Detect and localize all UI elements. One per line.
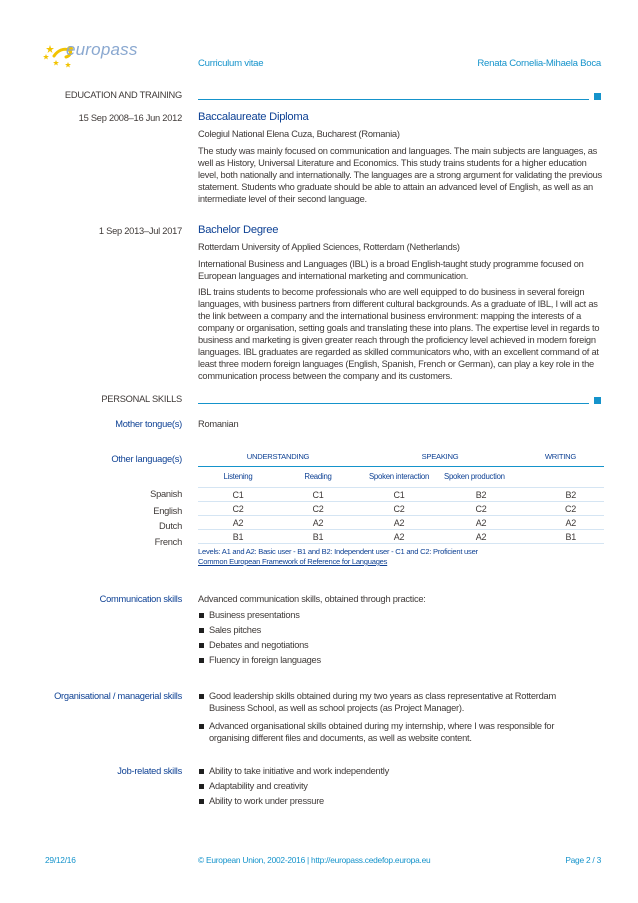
cv-title: Curriculum vitae: [198, 58, 264, 69]
level-cell: C2: [198, 502, 278, 516]
footer-copyright[interactable]: © European Union, 2002-2016 | http://europass.cedefop.europa.eu: [198, 855, 431, 865]
language-name: Dutch: [158, 521, 182, 531]
list-item: Business presentations: [198, 609, 608, 621]
level-cell: C2: [440, 502, 522, 516]
subheader-spoken-interaction: Spoken interaction: [368, 472, 430, 481]
list-item: Advanced organisational skills obtained during my internship, where I was responsible for organising different files and documents, as well as website content.: [198, 720, 568, 744]
entry-title: Bachelor Degree: [198, 224, 279, 236]
language-name: Spanish: [150, 489, 182, 499]
table-row: [198, 516, 604, 530]
level-cell: B1: [278, 530, 358, 544]
communication-intro: Advanced communication skills, obtained through practice:: [198, 594, 426, 604]
header-understanding: UNDERSTANDING: [198, 448, 358, 467]
list-item: Debates and negotiations: [198, 639, 608, 651]
cefr-link[interactable]: Common European Framework of Reference for Languages: [198, 557, 388, 566]
language-table: [198, 448, 604, 567]
list-item: Ability to work under pressure: [198, 795, 608, 807]
language-name: English: [153, 506, 182, 516]
table-row: [198, 488, 604, 502]
entry-institution: Rotterdam University of Applied Sciences, Rotterdam (Netherlands): [198, 242, 460, 252]
list-item: Ability to take initiative and work independently: [198, 765, 608, 777]
logo-wordmark: europass: [66, 40, 138, 59]
organisational-skills-label: Organisational / managerial skills: [54, 691, 182, 701]
section-marker-icon: [594, 93, 601, 100]
education-entry: [198, 110, 608, 205]
level-cell: C2: [522, 502, 604, 516]
level-cell: B2: [440, 488, 522, 502]
level-cell: B1: [522, 530, 604, 544]
table-row: [198, 502, 604, 516]
level-cell: C1: [358, 488, 440, 502]
communication-skills-label: Communication skills: [99, 594, 182, 604]
subheader-spoken-production: Spoken production: [444, 472, 505, 481]
list-item: Adaptability and creativity: [198, 780, 608, 792]
entry-dates: 15 Sep 2008–16 Jun 2012: [78, 113, 182, 123]
education-entry: [198, 223, 608, 382]
level-cell: C1: [278, 488, 358, 502]
job-related-list: [198, 765, 608, 807]
section-heading-education: EDUCATION AND TRAINING: [64, 90, 182, 100]
level-cell: C2: [278, 502, 358, 516]
entry-dates: 1 Sep 2013–Jul 2017: [98, 226, 182, 236]
level-cell: C1: [198, 488, 278, 502]
level-cell: A2: [358, 516, 440, 530]
level-cell: A2: [440, 516, 522, 530]
entry-institution: Colegiul National Elena Cuza, Bucharest (Romania): [198, 129, 400, 139]
footer-date: 29/12/16: [45, 855, 76, 865]
language-name: French: [154, 537, 182, 547]
levels-legend: Levels: A1 and A2: Basic user - B1 and B2: Independent user - C1 and C2: Proficient user: [198, 547, 478, 556]
level-cell: A2: [358, 530, 440, 544]
section-divider: [198, 403, 589, 404]
europass-logo: [42, 40, 182, 70]
mother-tongue-value: Romanian: [198, 419, 239, 429]
list-item: Good leadership skills obtained during my two years as class representative at Rotterdam Business School, as well as school projects (as Project Manager).: [198, 690, 568, 714]
subheader-reading: Reading: [304, 472, 332, 481]
level-cell: A2: [198, 516, 278, 530]
section-heading-personal-skills: PERSONAL SKILLS: [101, 394, 182, 404]
footer-page-number: Page 2 / 3: [565, 855, 601, 865]
person-name: Renata Cornelia-Mihaela Boca: [477, 58, 601, 69]
list-item: Fluency in foreign languages: [198, 654, 608, 666]
communication-skills: [198, 593, 608, 669]
section-marker-icon: [594, 397, 601, 404]
communication-list: [198, 609, 608, 666]
level-cell: A2: [522, 516, 604, 530]
list-item: Sales pitches: [198, 624, 608, 636]
level-cell: B1: [198, 530, 278, 544]
entry-description: The study was mainly focused on communication and languages. The main subjects are languages, as well as History, Universal Literature and Economics. This study trains students for a higher education level, both nationally and internationally. The languages are a strong argument for validating the previous statement. Students who graduate should be able to attain an advanced level of English, as well as an intermediate level of their second language.: [198, 146, 602, 204]
job-related-skills-label: Job-related skills: [117, 766, 182, 776]
section-divider: [198, 99, 589, 100]
entry-description-continued: IBL trains students to become professionals who are well equipped to do business in several foreign languages, with business partners from different cultural backgrounds. As a graduate of IBL, I will act as the link between a company and the international business environment: mapping the interests of a company or organisation, setting goals and translating these into plans. The expertise level in regards to business and marketing is given greater reach through the proficiency level achieved in modern foreign languages. IBL graduates are regarded as skilled communicators who, with an excellent command of at least three modern foreign languages (English, Spanish, French or German), can play a key role in the communication process between the company and its customers.: [198, 287, 600, 381]
subheader-listening: Listening: [223, 472, 253, 481]
level-cell: C2: [358, 502, 440, 516]
other-languages-label: Other language(s): [111, 454, 182, 464]
organisational-list: [198, 690, 568, 744]
header-speaking: SPEAKING: [358, 448, 522, 467]
header-writing: WRITING: [522, 448, 604, 467]
entry-description: International Business and Languages (IBL) is a broad English-taught study programme focused on European languages and international marketing and communication.: [198, 259, 584, 281]
entry-title: Baccalaureate Diploma: [198, 111, 309, 123]
table-row: [198, 530, 604, 544]
level-cell: A2: [278, 516, 358, 530]
level-cell: B2: [522, 488, 604, 502]
mother-tongue-label: Mother tongue(s): [115, 419, 182, 429]
organisational-skills: [198, 690, 568, 747]
job-related-skills: [198, 765, 608, 810]
level-cell: A2: [440, 530, 522, 544]
